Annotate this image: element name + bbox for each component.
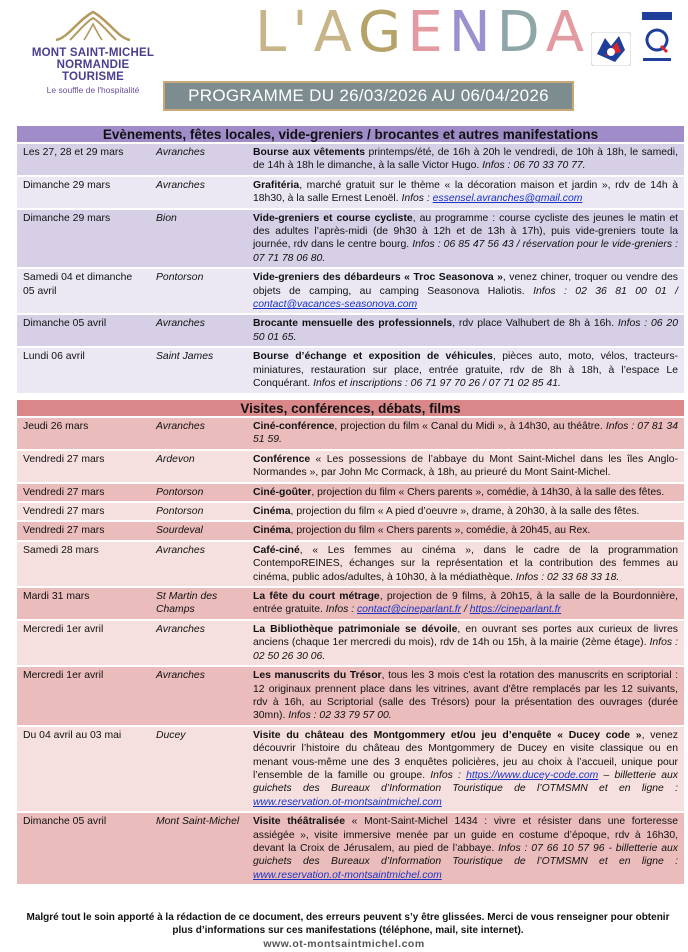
event-place: Bion — [150, 209, 247, 269]
event-title: Conférence — [253, 453, 311, 465]
table-row — [17, 450, 684, 483]
event-info: Infos : 06 70 33 70 77. — [482, 160, 586, 172]
event-info: Infos : 07 81 34 51 59. — [253, 421, 678, 446]
table-row — [17, 417, 684, 450]
event-info: Infos : 02 33 68 33 18. — [515, 571, 620, 583]
event-date: Jeudi 26 mars — [17, 417, 150, 450]
table-row — [17, 314, 684, 347]
footer-website-link[interactable]: www.ot-montsaintmichel.com — [263, 938, 425, 950]
event-link[interactable]: essensel.avranches@gmail.com — [432, 193, 583, 205]
event-place: Saint James — [150, 347, 247, 392]
event-title: Cinéma — [253, 525, 291, 537]
event-info: Infos : — [401, 193, 433, 205]
table-row — [17, 812, 684, 884]
event-place: Sourdeval — [150, 521, 247, 540]
event-link[interactable]: https://cineparlant.fr — [469, 604, 562, 616]
event-title: La Bibliothèque patrimoniale se dévoile — [253, 623, 458, 635]
event-description — [247, 502, 684, 521]
event-place: Ducey — [150, 726, 247, 812]
event-description — [247, 347, 684, 392]
event-info: Infos : — [430, 769, 467, 781]
event-date: Samedi 28 mars — [17, 541, 150, 587]
event-text: , projection du film « A pied d’oeuvre », drame, à 20h30, à la salle des fêtes. — [290, 506, 640, 518]
event-description — [247, 314, 684, 347]
event-date: Dimanche 29 mars — [17, 209, 150, 269]
qualite-tourisme-badge — [640, 10, 674, 68]
event-date: Samedi 04 et dimanche 05 avril — [17, 268, 150, 314]
event-description — [247, 521, 684, 540]
event-title: Bourse aux vêtements — [253, 147, 366, 158]
event-info: Infos : 02 33 79 57 00. — [288, 710, 392, 722]
event-link[interactable]: contact@cineparlant.fr — [356, 604, 462, 616]
event-date: Vendredi 27 mars — [17, 521, 150, 540]
event-text: , en ouvrant ses portes aux curieux de livres anciens (chaque 1er mercredi du mois), rdv de 14h ou 15h, à la mairie (2ème étage). — [253, 623, 678, 649]
title-letter: E — [407, 0, 449, 65]
table-row — [17, 521, 684, 540]
event-info: Infos et inscriptions : 06 71 97 70 26 / 07 71 02 85 41. — [313, 378, 561, 390]
event-link[interactable]: www.reservation.ot-montsaintmichel.com — [253, 869, 442, 881]
event-link[interactable]: contact@vacances-seasonova.com — [253, 299, 418, 311]
title-letter: A — [545, 0, 591, 65]
table-row — [17, 666, 684, 726]
event-place: St Martin des Champs — [150, 587, 247, 620]
event-info: Infos : — [325, 604, 357, 616]
event-date: Mercredi 1er avril — [17, 620, 150, 666]
table-row — [17, 620, 684, 666]
event-text: , projection du film « Canal du Midi », à 14h30, au théâtre. — [334, 421, 606, 432]
event-place: Pontorson — [150, 502, 247, 521]
event-description — [247, 812, 684, 884]
event-text: , venez découvrir l’histoire du château des Montgommery de Ducey en visite classique ou en menant vous-même une des 3 enquêtes policières, jeu au choix à l’accueil, unique pour l’ensemble de la famille ou groupe. — [253, 729, 678, 781]
event-description — [247, 541, 684, 587]
table-row — [17, 587, 684, 620]
event-text: , venez chiner, troquer ou vendre des objets de camping, au camping Seasonova Haliotis. — [253, 272, 678, 297]
title-letter: L — [255, 0, 293, 65]
event-description — [247, 483, 684, 502]
table-row — [17, 143, 684, 176]
event-title: Vide-greniers des débardeurs « Troc Seasonova » — [253, 272, 503, 284]
event-description — [247, 209, 684, 269]
event-date: Vendredi 27 mars — [17, 450, 150, 483]
event-title: Grafitéria — [253, 179, 300, 191]
event-place: Avranches — [150, 176, 247, 209]
event-link[interactable]: www.reservation.ot-montsaintmichel.com — [253, 796, 442, 808]
event-text: , marché gratuit sur le thème « la décoration maison et jardin », rdv de 14h à 18h30, à la salle Ernest Lenoël. — [253, 179, 678, 205]
event-info: Infos : 02 50 26 30 06. — [253, 637, 678, 662]
event-description — [247, 268, 684, 314]
mont-saint-michel-logo-icon — [48, 8, 138, 42]
event-place: Ardevon — [150, 450, 247, 483]
event-place: Mont Saint-Michel — [150, 812, 247, 884]
event-text: , « Les femmes au cinéma », dans le cadre de la programmation ContempoREINES, échanges sur la représentation et la contribution des femmes au cinéma, public ados/adultes, à 10h30, à la médiathèque. — [253, 544, 678, 583]
event-text: , pièces auto, moto, vélos, tracteurs-miniatures, restauration sur place, entrée gratuite, rdv de 8h à 18h, à l’espace Le Conquérant. — [253, 351, 679, 390]
event-description — [247, 726, 684, 812]
events-table — [17, 142, 684, 393]
event-title: Cinéma — [253, 506, 291, 518]
event-info: Infos : 06 85 47 56 43 / réservation pour le vide-greniers : 07 71 78 06 80. — [253, 239, 678, 264]
section-title: Evènements, fêtes locales, vide-greniers / brocantes et autres manifestations — [17, 124, 684, 142]
event-date: Mercredi 1er avril — [17, 666, 150, 726]
event-text: , projection du film « Chers parents », comédie, à 20h45, au Rex. — [290, 525, 591, 537]
event-date: Du 04 avril au 03 mai — [17, 726, 150, 812]
header — [0, 0, 688, 118]
event-text: « Mont-Saint-Michel 1434 : vivre et résister dans une forteresse assiégée », visite immersive menée par un guide en costume d’époque, rdv à 16h30, devant la Croix de Jérusalem, au pied de l’abbaye. — [253, 816, 678, 854]
event-title: Bourse d’échange et exposition de véhicules — [253, 351, 493, 363]
disclaimer: Malgré tout le soin apporté à la rédaction de ce document, des erreurs peuvent s’y être glissées. Merci de vous renseigner pour obtenir plus d’informations sur ces manifestations (téléphone, mail, site internet). — [26, 912, 670, 936]
event-title: Brocante mensuelle des professionnels — [253, 318, 453, 330]
event-link[interactable]: https://www.ducey-code.com — [466, 769, 599, 781]
event-place: Avranches — [150, 620, 247, 666]
event-title: Visite théâtralisée — [253, 816, 345, 828]
event-text: printemps/été, de 16h à 20h le vendredi, de 10h à 18h, le samedi, de 14h à 18h le dimanche, à la salle Victor Hugo. — [253, 147, 678, 172]
event-place: Avranches — [150, 417, 247, 450]
section-title: Visites, conférences, débats, films — [17, 398, 684, 416]
event-info-extra: / — [461, 604, 470, 616]
page-title — [255, 0, 590, 66]
title-letter: G — [357, 0, 408, 65]
event-description — [247, 666, 684, 726]
title-letter: A — [313, 0, 358, 65]
event-text: , au programme : course cycliste des jeunes le matin et des adultes l’après-midi (de 9h30 à 12h et de 13h à 17h), puis vide-greniers toute la journée, rdv dans le centre bourg. — [253, 212, 678, 251]
event-date: Lundi 06 avril — [17, 347, 150, 392]
event-description — [247, 450, 684, 483]
event-description — [247, 587, 684, 620]
table-row — [17, 502, 684, 521]
event-text: « Les possessions de l’abbaye du Mont Saint-Michel dans les îles Anglo-Normandes », par John Mc Cormack, à 18h, au prieuré du Mont Saint-Michel. — [253, 453, 678, 479]
event-info: Infos : 06 20 50 01 65. — [253, 318, 678, 343]
event-title: Ciné-goûter — [253, 486, 312, 498]
event-place: Avranches — [150, 541, 247, 587]
france-tourism-badge-icon — [591, 32, 631, 66]
event-date: Dimanche 05 avril — [17, 314, 150, 347]
event-title: La fête du court métrage — [253, 591, 380, 603]
event-text: , rdv place Valhubert de 8h à 16h. — [452, 318, 618, 330]
table-row — [17, 176, 684, 209]
event-date: Vendredi 27 mars — [17, 483, 150, 502]
table-row — [17, 347, 684, 392]
event-title: Les manuscrits du Trésor — [253, 670, 382, 682]
qualite-tourisme-icon — [640, 10, 674, 68]
event-place: Avranches — [150, 143, 247, 176]
event-place: Avranches — [150, 314, 247, 347]
visits-table — [17, 416, 684, 884]
event-place: Pontorson — [150, 268, 247, 314]
title-letter: ' — [292, 0, 314, 65]
event-info: Infos : 07 66 10 57 96 - billetterie aux guichets des Bureaux d’Information Touristique de l’OTMSMN et en ligne : — [253, 842, 678, 868]
table-row — [17, 268, 684, 314]
event-date: Dimanche 29 mars — [17, 176, 150, 209]
event-text: , projection de 9 films, à 20h15, à la salle de la Bourdonnière, entrée gratuite. — [253, 591, 678, 616]
table-row — [17, 483, 684, 502]
event-description — [247, 620, 684, 666]
logo-line1: MONT SAINT-MICHEL — [31, 47, 155, 59]
title-letter: N — [448, 0, 497, 65]
event-place: Pontorson — [150, 483, 247, 502]
program-banner: PROGRAMME DU 26/03/2026 AU 06/04/2026 — [163, 81, 574, 111]
event-date: Mardi 31 mars — [17, 587, 150, 620]
event-title: Ciné-conférence — [253, 421, 335, 432]
logo-tagline: Le souffle de l'hospitalité — [46, 85, 140, 95]
event-date: Vendredi 27 mars — [17, 502, 150, 521]
logo[interactable] — [28, 8, 158, 95]
table-row — [17, 209, 684, 269]
section-events — [17, 124, 684, 393]
event-text: , tous les 3 mois c'est la rotation des manuscrits en scriptorial : 12 originaux prennent place dans les vitrines, avant d'être remplacés par les 12 suivants, rdv à 16h, au Scriptorial (salle des Trésors) pour la présentation des ouvrages (durée 30mn). — [253, 670, 679, 722]
event-description — [247, 176, 684, 209]
event-date: Dimanche 05 avril — [17, 812, 150, 884]
event-info-extra: – billetterie aux guichets des Bureaux d’Information Touristique de l’OTMSMN et en ligne : — [253, 769, 679, 795]
event-title: Café-ciné — [253, 544, 300, 556]
event-description — [247, 417, 684, 450]
event-description — [247, 143, 684, 176]
event-place: Avranches — [150, 666, 247, 726]
title-letter: D — [496, 0, 546, 65]
event-info: Infos : 02 36 81 00 01 / — [533, 285, 679, 297]
section-visits — [17, 398, 684, 884]
table-row — [17, 541, 684, 587]
event-title: Vide-greniers et course cycliste — [253, 212, 413, 224]
event-title: Visite du château des Montgommery et/ou jeu d’enquête « Ducey code » — [253, 729, 642, 741]
logo-line2: NORMANDIE TOURISME — [56, 59, 130, 83]
table-row — [17, 726, 684, 812]
event-text: , projection du film « Chers parents », comédie, à 14h30, à la salle des fêtes. — [311, 486, 665, 498]
event-date: Les 27, 28 et 29 mars — [17, 143, 150, 176]
